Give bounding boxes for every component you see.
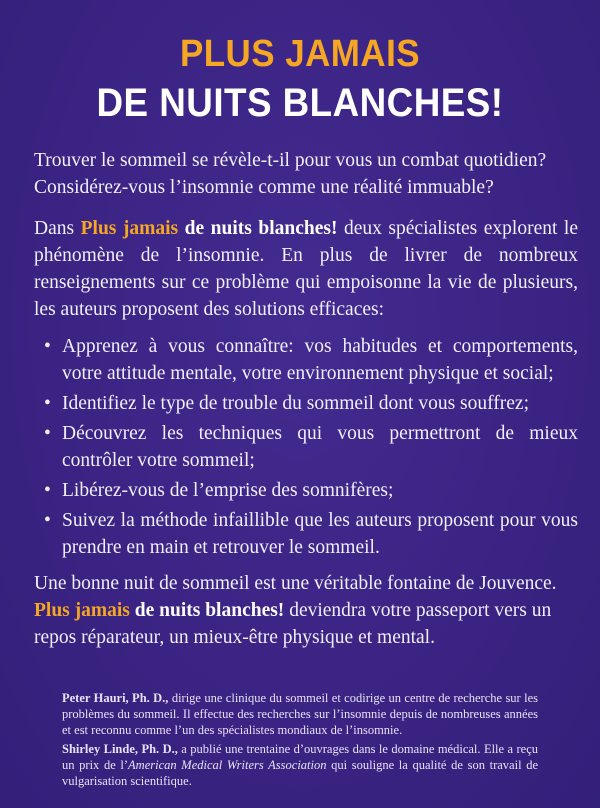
author-bio-text: dirige une clinique du sommeil et codirige un centre de recherche sur les problèmes du sommeil. Il effectue des recherches sur l’insomnie depuis de nombreuses années et est reconnu comme l’un des spécialistes mondiaux de l’insomnie. xyxy=(62,691,538,737)
list-item xyxy=(34,333,578,387)
author-name: Shirley Linde, Ph. D., xyxy=(62,742,178,756)
list-item xyxy=(34,390,578,417)
description-paragraph xyxy=(34,215,578,323)
title-line-1: PLUS JAMAIS xyxy=(179,33,421,75)
intro-line-1: Trouver le sommeil se révèle-t-il pour vous un combat quotidien? xyxy=(34,150,547,171)
author-bio-text-end: qui souligne la qualité de son travail de vulgarisation scientifique. xyxy=(62,758,538,788)
book-title-highlight: Plus jamais xyxy=(80,218,179,239)
intro-line-2: Considérez-vous l’insomnie comme une réalité immuable? xyxy=(34,177,494,198)
list-item xyxy=(34,507,578,561)
list-item-text: Découvrez les techniques qui vous permettront de mieux contrôler votre sommeil; xyxy=(62,423,578,471)
closing-text: deviendra votre passeport vers un repos réparateur, un mieux-être physique et mental. xyxy=(34,600,552,648)
description-prefix: Dans xyxy=(34,218,81,239)
intro-paragraph xyxy=(34,147,578,201)
list-item-text: Apprenez à vous connaître: vos habitudes et comportements, votre attitude mentale, votre environnement physique et social; xyxy=(62,336,578,384)
book-title-rest: de nuits blanches! xyxy=(129,600,285,621)
bullet-icon: • xyxy=(44,393,51,414)
organization-name: American Medical Writers Association xyxy=(128,758,327,772)
list-item-text: Suivez la méthode infaillible que les auteurs proposent pour vous prendre en main et retrouver le sommeil. xyxy=(62,510,578,558)
author-name: Peter Hauri, Ph. D., xyxy=(62,691,169,705)
author-bio-linde xyxy=(62,741,538,789)
author-bio-text: a publié une trentaine d’ouvrages dans le domaine médical. Elle a reçu un prix de l’ xyxy=(62,742,539,772)
bullet-icon: • xyxy=(44,510,51,531)
list-item-text: Identifiez le type de trouble du sommeil dont vous souffrez; xyxy=(62,393,529,414)
bullet-icon: • xyxy=(44,336,51,357)
book-title-highlight: Plus jamais xyxy=(34,600,130,621)
bullet-icon: • xyxy=(44,423,51,444)
list-item xyxy=(34,420,578,474)
bullet-icon: • xyxy=(44,480,51,501)
list-item-text: Libérez-vous de l’emprise des somnifères; xyxy=(62,480,394,501)
list-item xyxy=(34,477,578,504)
closing-paragraph xyxy=(34,570,578,651)
title-line-2: DE NUITS BLANCHES! xyxy=(96,81,504,125)
author-bio-hauri xyxy=(62,690,538,738)
book-title-rest: de nuits blanches! xyxy=(178,218,338,239)
benefits-list xyxy=(34,333,578,564)
closing-line-1: Une bonne nuit de sommeil est une véritable fontaine de Jouvence. xyxy=(34,573,557,594)
description-text: deux spécialistes explorent le phénomène de l’insomnie. En plus de livrer de nombreux renseignements sur ce problème qui empoisonne la vie de plusieurs, les auteurs proposent des solutions efficaces: xyxy=(34,218,578,320)
